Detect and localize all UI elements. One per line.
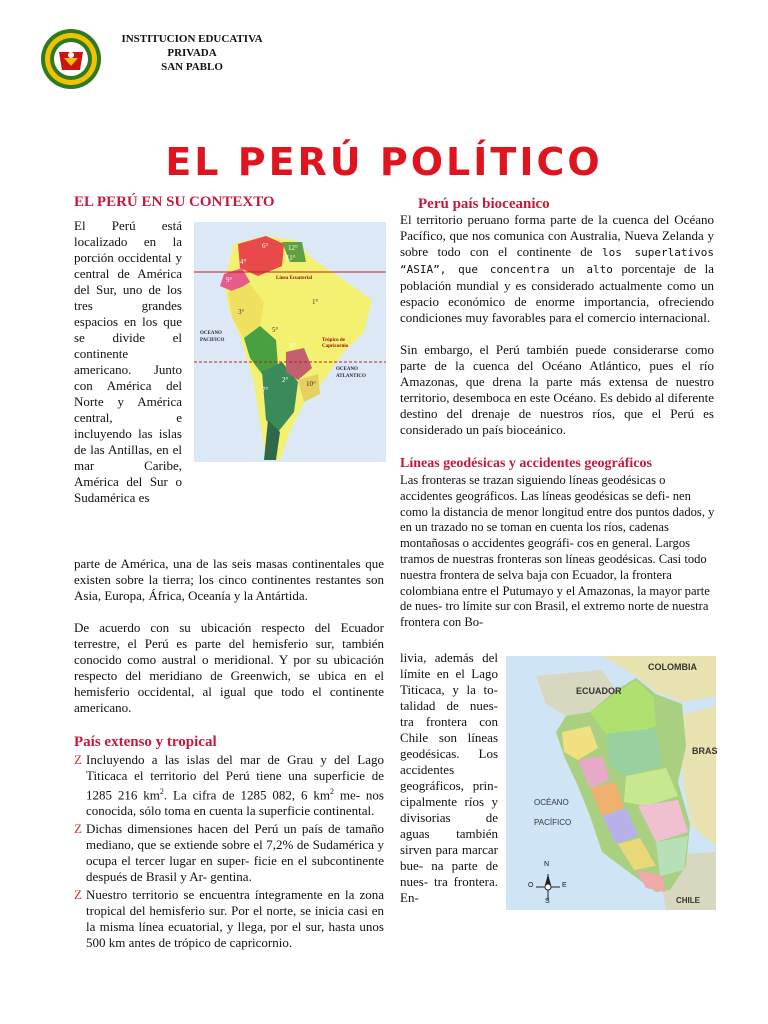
section-heading-extenso: País extenso y tropical bbox=[74, 734, 217, 750]
bullet-marker: Z bbox=[74, 887, 82, 903]
peru-political-map bbox=[506, 656, 716, 910]
map-label-2: 2° bbox=[282, 376, 289, 384]
bullet-dimensiones bbox=[74, 821, 384, 885]
map-label-oceano: OCÉANO bbox=[534, 798, 569, 807]
geodesicas-paragraph: Las fronteras se trazan siguiendo líneas geodésicas o accidentes geográficos. Las líneas geodésicas se defi- nen como la distancia de menor longitud entre dos puntos dados, y en un trazado no se toman en cuenta los ríos, cadenas montañosas o accidentes geográfi- cos en general. Largos tramos de nuestras fronteras son líneas geodésicas. Casi todo nuestra frontera de selva baja con Ecuador, la frontera colombiana entre el Putumayo y el Amazonas, la mayor parte de nues- tro límite sur con Brasil, el extremo norte de nuestra frontera con Bo- bbox=[400, 473, 715, 630]
map-label-brasil: BRAS bbox=[692, 746, 718, 756]
bioceanico-paragraph-2: Sin embargo, el Perú también puede considerarse como parte de la cuenca del Océano Atlántico, pues el río Amazonas, que drena la parte más extensa de nuestro territorio, desemboca en este Océano. Es debido al diferente destino del drenaje de nuestros ríos, que el Perú es considerado un país bioceánico. bbox=[400, 342, 714, 437]
bullet-text-c: me- nos conocida, sólo toma en cuenta la superficie continental. bbox=[86, 787, 384, 819]
map-label-10: 10° bbox=[306, 380, 316, 388]
section-heading-geodesicas: Líneas geodésicas y accidentes geográficos bbox=[400, 456, 652, 471]
compass-north-label: N bbox=[544, 861, 550, 868]
map-label-8: 8° bbox=[290, 342, 297, 350]
bullet-marker: Z bbox=[74, 821, 82, 837]
map-label-tropico: Trópico de Capricornio bbox=[322, 338, 349, 349]
map-label-12: 12° bbox=[288, 244, 298, 252]
page-title: EL PERÚ POLÍTICO bbox=[165, 140, 603, 184]
compass-east-label: E bbox=[562, 882, 567, 889]
bullet-superficie bbox=[74, 752, 384, 819]
bullet-text: Dichas dimensiones hacen del Perú un país de tamaño mediano, que se extiende sobre el 7,2% de Sudamérica y ocupa el tercer lugar en super- ficie en el subcontinente después de Brasil y Ar- gentina. bbox=[86, 821, 384, 885]
map-label-5: 5° bbox=[272, 326, 279, 334]
bullet-text: Nuestro territorio se encuentra íntegramente en la zona tropical del hemisferio sur. Por el norte, se inicia casi en la misma línea ecuatorial, y llega, por el sur, hasta unos 500 km antes de trópico de capricornio. bbox=[86, 887, 384, 951]
map-label-4: 4° bbox=[240, 258, 247, 266]
geodesicas-narrow-paragraph: livia, además del límite en el Lago Titicaca, y la to- talidad de nues- tra frontera con Chile son líneas geodésicas. Los accidentes geográficos, prin- cipalmente ríos y divisorias de aguas también sirven para marcar bue- na parte de nues- tra frontera. En- bbox=[400, 650, 498, 905]
extenso-bullet-list bbox=[74, 752, 384, 951]
superscript: 2 bbox=[159, 787, 164, 796]
map-label-pacifico: PACÍFICO bbox=[534, 818, 572, 827]
map-label-11: 11° bbox=[286, 254, 296, 262]
school-name-line1: INSTITUCION EDUCATIVA bbox=[121, 33, 263, 45]
superscript: 2 bbox=[329, 787, 334, 796]
map-label-ecuador: ECUADOR bbox=[576, 686, 622, 696]
map-label-chile: CHILE bbox=[676, 896, 700, 905]
bioceanico-text-mono: los superlativos “ASIA”, que concentra un alto bbox=[400, 246, 715, 276]
bullet-text-a: Incluyendo a las islas del mar de Grau y del Lago Titicaca el territorio del Perú tiene una superficie de 1285 216 km bbox=[86, 752, 384, 803]
compass-south-label: S bbox=[545, 898, 550, 905]
compass-west-label: O bbox=[528, 882, 534, 889]
bullet-text-b: . La cifra de 1285 082, 6 km bbox=[163, 787, 330, 803]
section-heading-contexto: EL PERÚ EN SU CONTEXTO bbox=[74, 194, 275, 210]
school-name bbox=[112, 32, 272, 74]
ubicacion-paragraph: De acuerdo con su ubicación respecto del Ecuador terrestre, el Perú es parte del hemisferio sur, también conocido como austral o meridional. Y por su ubicación respecto del meridiano de Greenwich, se ubica en el hemisferio occidental, al igual que todo el continente americano. bbox=[74, 620, 384, 715]
map-label-3: 3° bbox=[238, 308, 245, 316]
section-heading-bioceanico: Perú país bioceanico bbox=[418, 196, 550, 212]
map-label-colombia: COLOMBIA bbox=[648, 662, 697, 672]
contexto-paragraph-continued: parte de América, una de las seis masas continentales que existen sobre la tierra; los cinco continentes restantes son Asia, Europa, África, Oceanía y la Antártida. bbox=[74, 556, 384, 603]
contexto-narrow-paragraph: El Perú está localizado en la porción occidental y central de América del Sur, uno de los tres grandes espacios en los que se divide el continente americano. Junto con América del Norte y América central, e incluyendo las islas de las Antillas, en el mar Caribe, América del Sur o Sudamérica es bbox=[74, 218, 182, 505]
map-label-9: 9° bbox=[226, 276, 233, 284]
south-america-map bbox=[194, 222, 386, 462]
school-logo bbox=[40, 28, 102, 90]
map-label-atlantico: OCEANO ATLANTICO bbox=[336, 367, 366, 379]
bioceanico-paragraph-1 bbox=[400, 212, 714, 326]
map-label-6: 6° bbox=[262, 242, 269, 250]
bullet-marker: Z bbox=[74, 752, 82, 767]
bullet-tropical bbox=[74, 887, 384, 951]
map-label-1: 1° bbox=[312, 298, 319, 306]
map-label-pacifico: OCEANO PACIFICO bbox=[200, 331, 225, 343]
map-label-linea: Línea Ecuatorial bbox=[276, 276, 312, 281]
bioceanico-text-a: El territorio peruano forma parte de la cuenca del Océano Pacífico, que nos comunica con Australia, Nueva Zelanda y sobre todo con el continente de bbox=[400, 212, 714, 259]
school-seal-icon bbox=[40, 28, 102, 90]
map-label-7: 7° bbox=[262, 386, 269, 394]
school-name-line2: PRIVADA bbox=[167, 47, 217, 59]
school-name-line3: SAN PABLO bbox=[161, 61, 223, 73]
bioceanico-text-b: porcentaje de la población mundial y es considerado actualmente como un espacio económico de enorme importancia, ofreciendo condiciones muy favorables para el comercio internacional. bbox=[400, 261, 714, 325]
